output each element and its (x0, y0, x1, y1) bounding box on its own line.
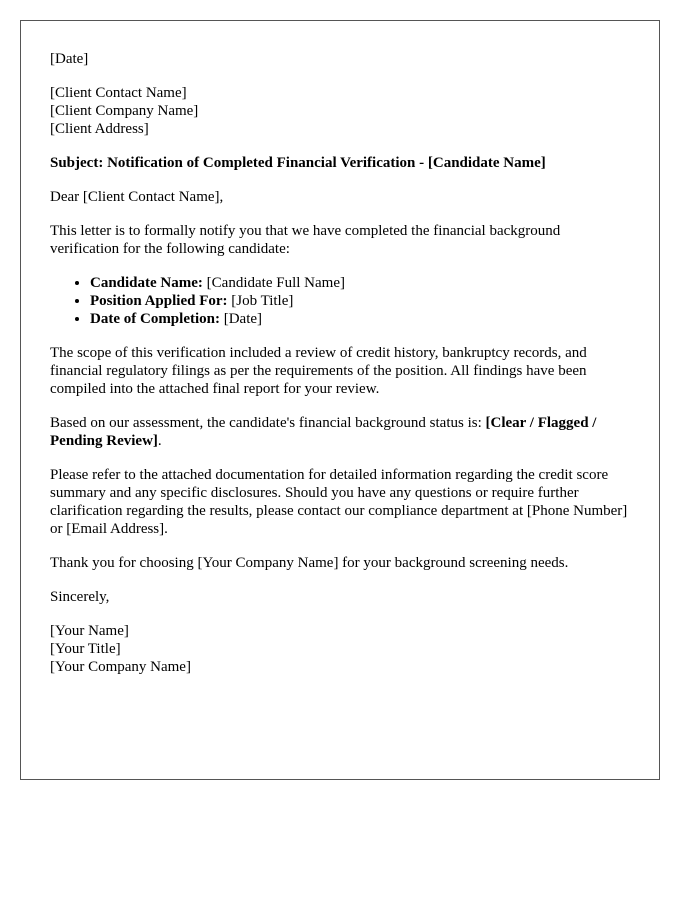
letter-subject: Subject: Notification of Completed Financial Verification - [Candidate Name] (50, 155, 546, 171)
detail-value: [Date] (219, 311, 263, 327)
detail-item-position (90, 292, 630, 310)
scope-paragraph: The scope of this verification included a review of credit history, bankruptcy records, and financial regulatory filings as per the requirements of the position. All findings have been compiled into the attached final report for your review. (50, 345, 587, 397)
detail-value: [Candidate Full Name] (202, 275, 345, 291)
detail-item-candidate-name (90, 274, 630, 292)
recipient-address: [Client Address] (50, 121, 149, 137)
recipient-block (50, 84, 630, 138)
status-prefix: Based on our assessment, the candidate's financial background status is: (50, 415, 486, 431)
detail-label: Date of Completion: (90, 311, 220, 327)
detail-value: [Job Title] (227, 293, 294, 309)
salutation: Dear [Client Contact Name], (50, 189, 224, 205)
candidate-details-list (50, 274, 630, 328)
closing: Sincerely, (50, 589, 110, 605)
detail-item-completion-date (90, 310, 630, 328)
signature-name: [Your Name] (50, 623, 129, 639)
thanks-paragraph: Thank you for choosing [Your Company Name] for your background screening needs. (50, 555, 569, 571)
recipient-contact-name: [Client Contact Name] (50, 85, 187, 101)
signature-block (50, 622, 630, 676)
intro-paragraph: This letter is to formally notify you that we have completed the financial background verification for the following candidate: (50, 223, 561, 257)
status-suffix: . (157, 433, 162, 449)
signature-company: [Your Company Name] (50, 659, 191, 675)
signature-title: [Your Title] (50, 641, 121, 657)
letter-date: [Date] (50, 51, 89, 67)
status-value: [Clear / Flagged / Pending Review] (50, 415, 597, 449)
recipient-company-name: [Client Company Name] (50, 103, 199, 119)
status-paragraph (50, 414, 630, 450)
letter-page (20, 20, 660, 780)
detail-label: Position Applied For: (90, 293, 228, 309)
detail-label: Candidate Name: (90, 275, 203, 291)
refer-paragraph: Please refer to the attached documentation for detailed information regarding the credit score summary and any specific disclosures. Should you have any questions or require further clarification regarding the results, please contact our compliance department at [Phone Number] or [Email Address]. (50, 467, 628, 537)
